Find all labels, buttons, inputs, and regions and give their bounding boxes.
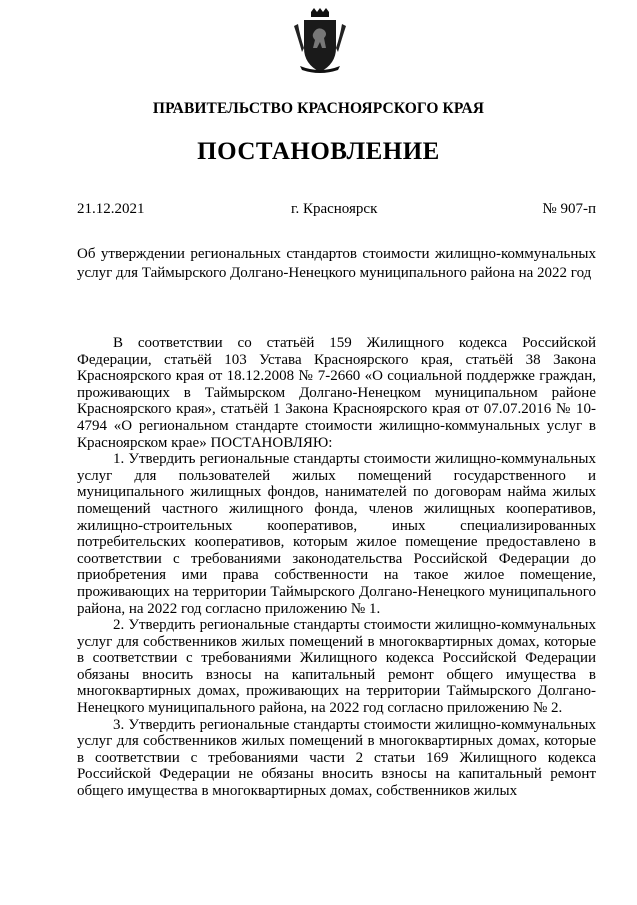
document-type: ПОСТАНОВЛЕНИЕ — [197, 138, 440, 165]
document-subject: Об утверждении региональных стандартов стоимости жилищно-коммунальных услуг для Таймырского Долгано-Ненецкого муниципального района на 2022 год — [77, 246, 596, 281]
document-date: 21.12.2021 — [77, 201, 145, 217]
government-title: ПРАВИТЕЛЬСТВО КРАСНОЯРСКОГО КРАЯ — [152, 100, 485, 117]
document-body — [77, 335, 596, 800]
clause-3-paragraph: 3. Утвердить региональные стандарты стоимости жилищно-коммунальных услуг для собственников жилых помещений в многоквартирных домах, которые в соответствии с требованиями части 2 статьи 169 Жилищного кодекса Российской Федерации не обязаны вносить взносы на капитальный ремонт общего имущества в многоквартирных домах, собственников жилых — [77, 716, 596, 800]
document-meta — [77, 201, 596, 221]
document-number: № 907-п — [542, 201, 596, 217]
clause-1-paragraph: 1. Утвердить региональные стандарты стоимости жилищно-коммунальных услуг для пользователей жилых помещений государственного и муниципального жилищных фондов, нанимателей по договорам найма жилых помещений частного жилищного фонда, членов жилищных кооперативов, жилищно-строительных кооперативов, иных специализированных потребительских кооперативов, которым жилое помещение предоставлено в соответствии с требованиями законодательства Российской Федерации до приобретения ими права собственности на такое жилое помещение, проживающих на территории Таймырского Долгано-Ненецкого муниципального района, на 2022 год согласно приложению № 1. — [77, 451, 596, 617]
preamble-paragraph: В соответствии со статьёй 159 Жилищного кодекса Российской Федерации, статьёй 103 Устава Красноярского края, статьёй 38 Закона Красноярского края от 18.12.2008 № 7-2660 «О социальной поддержке граждан, проживающих в Таймырском Долгано-Ненецком муниципальном районе Красноярского края», статьёй 1 Закона Красноярского края от 07.07.2016 № 10-4794 «О региональном стандарте стоимости жилищно-коммунальных услуг в Красноярском крае» ПОСТАНОВЛЯЮ: — [77, 335, 596, 451]
krasnoyarsk-coat-of-arms-icon — [290, 8, 350, 74]
document-city: г. Красноярск — [291, 201, 378, 217]
clause-2-paragraph: 2. Утвердить региональные стандарты стоимости жилищно-коммунальных услуг для собственников жилых помещений в многоквартирных домах, которые в соответствии с требованиями Жилищного кодекса Российской Федерации обязаны вносить взносы на капитальный ремонт общего имущества в многоквартирных домах, проживающих на территории Таймырского Долгано-Ненецкого муниципального района, на 2022 год согласно приложению № 2. — [77, 617, 596, 717]
